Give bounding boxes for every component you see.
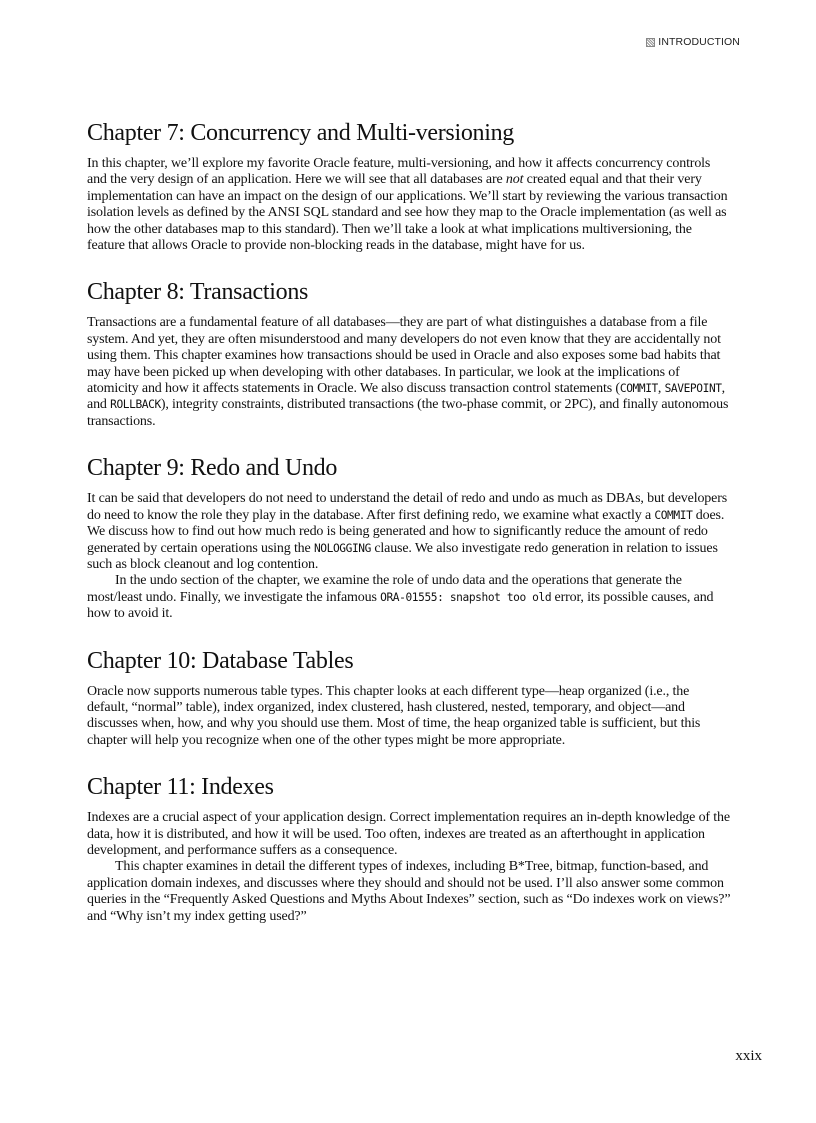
code-nologging: NOLOGGING [313, 541, 371, 555]
text-run: In this chapter, we’ll explore my favorite Oracle feature, multi-versioning, and how it affects concurrency controls and the very design of an application. Here we will see that all databases are [87, 156, 711, 188]
text-run: , [657, 381, 665, 397]
text-run: error, its possible causes, and how to avoid it. [87, 589, 714, 622]
text-run: created equal and that their very implementation can have an impact on the design of our applications. We’ll start by reviewing the various transaction isolation levels as defined by the ANSI SQL standard and see how they map to the Oracle implementation (as well as how the other databases map to this standard). Then we’ll take a look at what implications multiversioning, the feature that allows Oracle to provide non-blocking reads in the database, might have for us. [87, 172, 728, 254]
text-run: It can be said that developers do not need to understand the detail of redo and undo as much as DBAs, but developers do need to know the role they play in the database. After first defining redo, we examine what exactly a [87, 491, 728, 523]
text-run: , and [87, 381, 725, 413]
page-number: xxix [735, 1048, 762, 1064]
text-run: Transactions are a fundamental feature of all databases—they are part of what distinguishes a database from a file system. And yet, they are often misunderstood and many developers do not even know that they are accidentally not using them. This chapter examines how transactions should be used in Oracle and also exposes some bad habits that may have been picked up when developing with other databases. In particular, we look at the implications of atomicity and how it affects statements in Oracle. We also discuss transaction control statements ( [87, 315, 721, 397]
section-heading: Chapter 11: Indexes [87, 774, 274, 801]
section-chapter-10 [87, 646, 732, 750]
paragraph [87, 315, 732, 430]
code-ora-error: ORA-01555: snapshot too old [380, 590, 552, 604]
paragraph [87, 491, 732, 573]
code-rollback: ROLLBACK [110, 398, 161, 412]
paragraph: This chapter examines in detail the different types of indexes, including B*Tree, bitmap, function-based, and application domain indexes, and discusses where they should and should not be used. I’ll also answer some common queries in the “Frequently Asked Questions and Myths About Indexes” section, such as “Do indexes work on views?” and “Why isn’t my index getting used?” [87, 859, 731, 924]
section-heading: Chapter 9: Redo and Undo [87, 455, 338, 482]
text-run: clause. We also investigate redo generation in relation to issues such as block cleanout and log contention. [87, 540, 718, 572]
paragraph [87, 156, 732, 254]
section-chapter-8 [87, 277, 732, 430]
code-commit: COMMIT [654, 508, 693, 522]
running-header [646, 36, 740, 48]
section-heading: Chapter 10: Database Tables [87, 647, 354, 674]
code-commit: COMMIT [619, 382, 658, 396]
emphasis: not [505, 172, 524, 188]
section-heading: Chapter 7: Concurrency and Multi-versioning [87, 120, 514, 146]
page-content [87, 118, 732, 948]
section-chapter-11 [87, 772, 732, 925]
section-marker-icon [646, 38, 655, 47]
section-chapter-7 [87, 118, 732, 254]
text-run: ), integrity constraints, distributed transactions (the two-phase commit, or 2PC), and finally autonomous transactions. [87, 397, 729, 429]
code-savepoint: SAVEPOINT [664, 382, 722, 396]
paragraph: Indexes are a crucial aspect of your application design. Correct implementation requires an in-depth knowledge of the data, how it is distributed, and how it will be used. Too often, indexes are treated as an afterthought in application development, and performance suffers as a consequence. [87, 810, 730, 858]
paragraph: Oracle now supports numerous table types. This chapter looks at each different type—heap organized (i.e., the default, “normal” table), index organized, index clustered, hash clustered, nested, temporary, and object—and discusses when, how, and why you should use them. Most of time, the heap organized table is sufficient, but this chapter will help you recognize when one of the other types might be more appropriate. [87, 683, 701, 748]
section-chapter-9 [87, 453, 732, 622]
text-run: does. We discuss how to find out how much redo is being generated and how to significantly reduce the amount of redo generated by certain operations using the [87, 507, 725, 556]
running-title: INTRODUCTION [658, 36, 740, 48]
text-run: In the undo section of the chapter, we examine the role of undo data and the operations that generate the most/least undo. Finally, we investigate the infamous [87, 573, 682, 605]
paragraph [87, 573, 732, 622]
section-heading: Chapter 8: Transactions [87, 279, 309, 306]
